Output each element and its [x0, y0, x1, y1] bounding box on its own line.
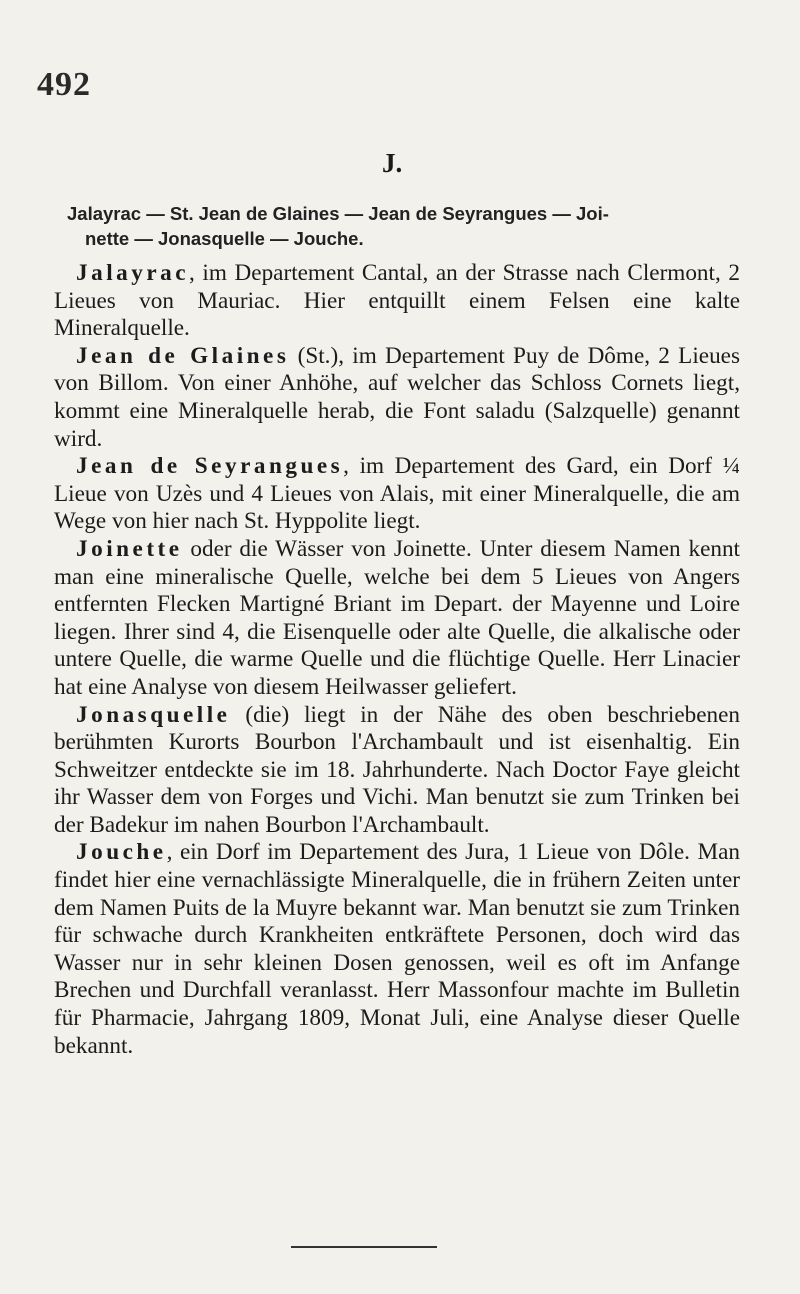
entry-jonasquelle [54, 702, 740, 840]
summary-line: nette — Jonasquelle — Jouche. [85, 228, 364, 249]
entry-term: Jonasquelle [76, 701, 231, 728]
entry-jouche [54, 839, 740, 1060]
entry-term: Jouche [76, 839, 167, 866]
entry-text: , ein Dorf im Departement des Jura, 1 Lieue von Dôle. Man findet hier eine vernachlässigte Mineralquelle, die in frühern Zeiten unter dem Namen Puits de la Muyre bekannt war. Man benutzt sie zum Trinken für schwache durch Krankheiten entkräftete Personen, doch wird das Wasser nur in sehr kleinen Dosen genossen, weil es oft im Anfange Brechen und Durchfall veranlasst. Herr Massonfour machte im Bulletin für Pharmacie, Jahrgang 1809, Monat Juli, eine Analyse dieser Quelle bekannt. [54, 839, 740, 1059]
end-rule [291, 1246, 437, 1248]
entry-jean-de-seyrangues [54, 453, 740, 536]
entry-text: oder die Wässer von Joinette. Unter diesem Namen kennt man eine mineralische Quelle, welche bei dem 5 Lieues von Angers entfernten Flecken Martigné Briant im Depart. der Mayenne und Loire liegen. Ihrer sind 4, die Eisenquelle oder alte Quelle, die alkalische oder untere Quelle, die warme Quelle und die flüchtige Quelle. Herr Linacier hat eine Analyse von diesem Heilwasser geliefert. [54, 535, 740, 700]
entry-text: , im Departement des Gard, ein Dorf ¼ Lieue von Uzès und 4 Lieues von Alais, mit einer Mineralquelle, die am Wege von hier nach St. Hyppolite liegt. [54, 453, 740, 535]
article-body [54, 260, 740, 1060]
entry-term: Joinette [76, 535, 183, 562]
entry-jalayrac [54, 260, 740, 343]
section-summary [67, 201, 727, 251]
entry-term: Jean de Seyrangues [76, 453, 344, 480]
entry-text: (die) liegt in der Nähe des oben beschriebenen berühmten Kurorts Bourbon l'Archambault und ist eisenhaltig. Ein Schweitzer entdeckte sie im 18. Jahrhunderte. Nach Doctor Faye gleicht ihr Wasser dem von Forges und Vichi. Man benutzt sie zum Trinken bei der Badekur im nahen Bourbon l'Archambault. [54, 701, 740, 838]
entry-jean-de-glaines [54, 343, 740, 453]
page-number: 492 [37, 66, 91, 103]
entry-joinette [54, 536, 740, 702]
summary-line: Jalayrac — St. Jean de Glaines — Jean de Seyrangues — Joi- [67, 203, 609, 224]
entry-term: Jalayrac [76, 260, 189, 286]
entry-term: Jean de Glaines [76, 342, 290, 369]
section-letter: J. [382, 148, 403, 178]
entry-text: (St.), im Departement Puy de Dôme, 2 Lieues von Billom. Von einer Anhöhe, auf welcher das Schloss Cornets liegt, kommt eine Mineralquelle herab, die Font saladu (Salzquelle) genannt wird. [54, 342, 740, 452]
entry-text: , im Departement Cantal, an der Strasse nach Clermont, 2 Lieues von Mauriac. Hier entquillt einem Felsen eine kalte Mineralquelle. [54, 260, 740, 342]
